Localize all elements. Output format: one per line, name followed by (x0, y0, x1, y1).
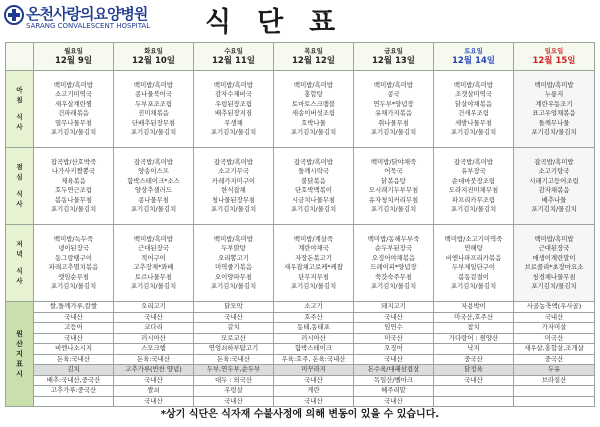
menu-cell (434, 148, 514, 225)
menu-item: 잡곡밥/흑미밥 (453, 157, 494, 166)
day-date: 12월 15일 (532, 55, 576, 66)
day-date: 12월 9일 (54, 55, 93, 66)
menu-item: 토르나물무침 (134, 272, 173, 281)
origin-cell: 닭정육 (434, 365, 514, 376)
origin-cell: 돈수육/대패삼겹살 (354, 365, 434, 376)
hospital-name: 온천사랑의요양병원 (26, 5, 148, 23)
menu-item: 포기김치/물김치 (531, 205, 577, 213)
menu-item: 포기김치/물김치 (210, 205, 257, 213)
origin-row (6, 375, 595, 386)
day-header (274, 43, 354, 71)
origin-row (6, 323, 595, 334)
origin-cell: 함박스테이크 (274, 344, 354, 355)
origin-cell: 두유 (514, 365, 595, 376)
menu-item: 단호박맥볶이 (294, 186, 333, 194)
menu-item: 백미밥/녹두죽 (53, 234, 94, 243)
menu-item: 근대된장국 (138, 244, 169, 252)
menu-item: 도라지진미채무침 (448, 186, 499, 194)
menu-item: 홍합탕 (304, 90, 323, 98)
menu-item: 양송이스프 (138, 167, 169, 175)
origin-cell: 자용박이 (434, 302, 514, 313)
day-header (194, 43, 274, 71)
day-header (354, 43, 434, 71)
origin-cell: 돈육:국내산 (114, 354, 194, 365)
meal-label: 저 녁 (16, 240, 23, 258)
menu-item: 한식잡채 (221, 186, 246, 194)
origin-cell: 동태,동태포 (274, 323, 354, 334)
menu-item: 카레가지미구이 (211, 176, 256, 185)
menu-item: 배추된장지짐 (214, 109, 253, 117)
menu-item: 쑥갓숙주무침 (374, 272, 413, 281)
menu-item: 봄동나물무침 (54, 195, 93, 204)
menu-item: 두부맑탕 (221, 244, 246, 252)
menu-item: 포기김치/물김치 (531, 282, 577, 290)
page-title: 식단표 (205, 7, 362, 38)
menu-item: 연두부*양념장 (373, 99, 414, 108)
origin-cell: 혜주리맡 (354, 386, 434, 397)
origin-cell: 새우살,홍합살,조개살 (514, 344, 595, 355)
menu-item: 고추장제*꽈배 (133, 263, 174, 271)
day-name: 월요일 (64, 47, 83, 55)
menu-item: 포기김치/물김치 (130, 128, 177, 136)
day-header (434, 43, 514, 71)
menu-item: 백미밥/흑미밥 (293, 80, 334, 89)
menu-item: 백미밥/흑미밥 (213, 234, 254, 243)
origin-cell: 연엉쇠하부탐고기 (194, 344, 274, 355)
day-header (514, 43, 595, 71)
menu-item: 건새우조림 (458, 109, 489, 117)
menu-item: 잡곡밥/흑미밥 (293, 157, 334, 166)
origin-cell: 국내산 (434, 375, 514, 386)
menu-item: 순두부된장국 (374, 244, 413, 252)
menu-item: 소고기미역국 (54, 90, 93, 98)
origin-cell: 호주산 (274, 312, 354, 323)
menu-item: 냉이된장국 (58, 244, 89, 252)
origin-cell: 미국산,호주산 (434, 312, 514, 323)
origin-cell: 돼지고기 (354, 302, 434, 313)
dinner-row (6, 225, 595, 302)
origin-cell: 중국산 (434, 354, 514, 365)
menu-item: 건파래볶음 (58, 109, 89, 117)
menu-item: 새우살계란찜 (54, 99, 93, 108)
menu-item: 미역줄기볶음 (214, 263, 253, 271)
menu-item: 열무나물무침 (54, 118, 93, 127)
day-name: 수요일 (224, 47, 243, 55)
menu-item: 나가사키짬뽕국 (51, 167, 96, 175)
origin-cell: 낙지 (434, 344, 514, 355)
menu-cell (274, 148, 354, 225)
menu-cell (194, 71, 274, 148)
origin-cell: 국내산 (34, 312, 114, 323)
origin-cell: 쌀쇠 (114, 386, 194, 397)
origin-cell (434, 386, 514, 397)
menu-cell (274, 225, 354, 302)
origin-cell: 미국산 (514, 333, 595, 344)
origin-cell: 미국산 (354, 333, 434, 344)
menu-item: 유채가지볶음 (374, 109, 413, 117)
menu-item: 백미밥/흑미밥 (534, 80, 574, 89)
menu-item: 계란우동조기 (535, 99, 573, 108)
menu-item: 오징어야채볶음 (371, 253, 416, 262)
origin-cell: 갈치 (194, 323, 274, 334)
menu-item: 백미밥/소고기미역죽 (444, 234, 503, 243)
menu-item: 오이양파무침 (214, 272, 253, 281)
origin-cell: 브라질산 (514, 375, 595, 386)
meal-sublabel: 식 사 (16, 267, 23, 285)
menu-cell (274, 71, 354, 148)
origin-cell: 모로코산 (194, 333, 274, 344)
origin-cell: 국내산 (354, 396, 434, 407)
menu-item: 포기김치/물김치 (290, 282, 337, 290)
menu-item: 콩나물무침 (138, 195, 169, 204)
origin-cell: 우렁살 (194, 386, 274, 397)
origin-row (6, 344, 595, 355)
menu-item: 포기김치/물김치 (370, 282, 417, 290)
origin-row (6, 354, 595, 365)
dinner-row-label (6, 225, 34, 302)
origin-cell: 고등어 (34, 323, 114, 334)
menu-item: 비엔나파프리카볶음 (445, 253, 502, 262)
menu-item: 불닭볶음 (301, 176, 326, 185)
menu-cell (34, 148, 114, 225)
origin-cell: 대두 : 외국산 (194, 375, 274, 386)
day-header-row (6, 43, 595, 71)
origin-cell (514, 386, 595, 397)
origin-cell: 국내산 (34, 333, 114, 344)
menu-item: 소고기무국 (218, 167, 249, 175)
menu-item: 함박스테이크*소스 (127, 176, 180, 185)
meal-label: 점 심 (16, 163, 23, 181)
menu-item: 무생채 (224, 118, 243, 127)
menu-cell (354, 71, 434, 148)
menu-item: 포기김치/물김치 (450, 128, 497, 136)
origin-cell: 비엔나소시지 (34, 344, 114, 355)
menu-item: 청나물된장무침 (211, 195, 256, 204)
origin-row (6, 365, 595, 376)
menu-cell (194, 148, 274, 225)
menu-item: 어묵국 (384, 167, 403, 175)
menu-item: 동그랑땡구이 (54, 253, 93, 262)
origin-cell: 고추가루(반찬 양념) (114, 365, 194, 376)
origin-cell: 국내산 (194, 312, 274, 323)
menu-item: 두부제일단구이 (451, 263, 496, 271)
menu-item: 표고우엉채볶음 (532, 109, 576, 117)
menu-item: 파프리카무조림 (451, 195, 496, 204)
menu-item: 콩국 (387, 90, 400, 98)
origin-cell: 러시아산 (114, 333, 194, 344)
origin-cell: 러시아산 (274, 333, 354, 344)
menu-item: 새송이버섯조림 (291, 109, 336, 117)
menu-item: 세발나물무침 (454, 118, 493, 127)
day-date: 12월 14일 (451, 55, 496, 66)
menu-cell (114, 71, 194, 148)
menu-item: 호두연근조림 (54, 186, 93, 194)
day-header (34, 43, 114, 71)
menu-item: 계란야채국 (298, 244, 329, 252)
day-date: 12월 12일 (291, 55, 336, 66)
origin-cell: 스모크햄 (114, 344, 194, 355)
day-name: 목요일 (304, 47, 323, 55)
origin-row (6, 302, 595, 313)
lunch-row-label (6, 148, 34, 225)
menu-item: 포기김치/물김치 (450, 282, 497, 290)
day-name: 화요일 (144, 47, 163, 55)
menu-item: 백미밥/흑미밥 (133, 234, 174, 243)
origin-row (6, 333, 595, 344)
menu-item: 조갯살미역국 (454, 90, 493, 98)
menu-item: 돌깨무나물 (538, 118, 570, 127)
menu-cell (514, 148, 595, 225)
origin-cell: 참치 (434, 323, 514, 334)
menu-item: 취나물무침 (378, 118, 409, 127)
origin-cell: 두부,연두부,순두부 (194, 365, 274, 376)
menu-item: 앳임순무침 (58, 272, 89, 281)
menu-item: 백미밥/흑미밥 (534, 234, 574, 243)
menu-item: 감자수제비국 (214, 90, 253, 98)
origin-cell: 국내산 (514, 312, 595, 323)
menu-item: 백미밥/동해두부죽 (367, 234, 420, 243)
menu-item: 파래고추멸치볶음 (48, 263, 99, 271)
menu-item: 잡곡밥/산호박죽 (50, 157, 97, 166)
menu-item: 단배추된장무침 (131, 118, 176, 127)
day-date: 12월 11일 (211, 55, 256, 66)
menu-item: 두부포조조림 (134, 99, 173, 108)
menu-item: 백미밥/닭야채죽 (370, 157, 417, 166)
origin-cell: 가자미살 (514, 323, 595, 334)
menu-cell (114, 148, 194, 225)
menu-item: 포기김치/물김치 (210, 128, 257, 136)
origin-cell: 중국산 (514, 354, 595, 365)
origin-cell: 돈육:국내산 (34, 354, 114, 365)
menu-item: 시금치나물무침 (291, 195, 336, 204)
origin-cell: 미꾸라지 (274, 365, 354, 376)
day-header (114, 43, 194, 71)
origin-cell: 국내산 (194, 396, 274, 407)
menu-item: 포기김치/물김치 (130, 205, 177, 213)
menu-item: 닭살야채볶음 (454, 99, 493, 108)
menu-item: 백미밥/흑미밥 (133, 80, 174, 89)
menu-cell (34, 225, 114, 302)
menu-item: 자장돈볶고기 (294, 253, 333, 262)
menu-item: 잡곡밥/흑미밥 (534, 157, 574, 166)
menu-item: 포기김치/물김치 (50, 205, 97, 213)
origin-cell: 쌀,돌깨가루,칼쌀 (34, 302, 114, 313)
day-date: 12월 10일 (131, 55, 176, 66)
breakfast-row-label (6, 71, 34, 148)
menu-item: 오리뽕고기 (218, 253, 249, 262)
menu-item: 포기김치/물김치 (50, 282, 97, 290)
origin-cell: 임연수 (354, 323, 434, 334)
meal-label: 아 침 (16, 86, 23, 104)
day-name: 일요일 (544, 47, 564, 55)
menu-item: 포기김치/물김치 (50, 128, 97, 136)
breakfast-row (6, 71, 595, 148)
menu-item: 포기김치/물김치 (130, 282, 177, 290)
origin-cell: 김치 (34, 365, 114, 376)
origin-cell: 국내산 (114, 396, 194, 407)
origin-cell: 국내산 (354, 354, 434, 365)
menu-item: 근대된장국 (538, 244, 570, 252)
hospital-cross-icon (4, 5, 24, 25)
menu-item: 시래기고등어조림 (529, 176, 579, 185)
menu-item: 유자청치커리무침 (368, 195, 419, 204)
menu-item: 양상추샐러드 (134, 186, 173, 194)
menu-item: 감자채볶음 (538, 186, 570, 194)
lunch-row (6, 148, 595, 225)
hospital-english-name: SARANG CONVALESCENT HOSPITAL (26, 22, 151, 30)
menu-item: 순대마붓장조림 (451, 176, 496, 185)
menu-item: 배추나물 (541, 195, 567, 204)
day-name: 금요일 (384, 47, 403, 55)
origin-cell: 코다리 (114, 323, 194, 334)
menu-item: 백미밥/흑미밥 (53, 80, 94, 89)
menu-cell (514, 71, 595, 148)
menu-item: 닭볶음탕 (381, 176, 406, 185)
menu-item: 매생이계란말이 (532, 253, 576, 262)
origin-cell: 국내산 (354, 312, 434, 323)
origin-cell: 가다랑어 : 원양산 (434, 333, 514, 344)
menu-item: 포기김치/물김치 (210, 282, 257, 290)
origin-cell: 사골농축액(우사골) (514, 302, 595, 313)
origin-cell: 국내산 (274, 375, 354, 386)
menu-item: 소고기탕국 (538, 167, 570, 175)
menu-cell (34, 71, 114, 148)
origin-cell: 우육:호주, 돈육:국내산 (274, 354, 354, 365)
menu-cell (434, 71, 514, 148)
menu-item: 연해탕 (464, 244, 483, 252)
menu-item: 새우잡채고로케*케찹 (284, 263, 343, 271)
origin-cell: 오징어 (354, 344, 434, 355)
menu-item: 백미밥/흑미밥 (373, 80, 414, 89)
menu-item: 콩나물북어국 (134, 90, 173, 98)
menu-cell (114, 225, 194, 302)
menu-item: 포기김치/물김치 (290, 205, 337, 213)
corner-cell (6, 43, 34, 71)
footer-notice: *상기 식단은 식자재 수불사정에 의해 변동이 있을 수 있습니다. (160, 409, 440, 420)
origin-cell: 국내산 (274, 396, 354, 407)
menu-cell (514, 225, 595, 302)
origin-cell: 독일산/벨마크 (354, 375, 434, 386)
origin-row (6, 312, 595, 323)
origin-cell: 게란 (274, 386, 354, 397)
meal-sublabel: 식 사 (16, 190, 23, 208)
origin-cell: 국내산 (114, 375, 194, 386)
page-header (0, 0, 600, 42)
menu-cell (354, 225, 434, 302)
meal-sublabel: 식 사 (16, 113, 23, 131)
menu-item: 우렁된장조림 (214, 99, 253, 108)
menu-item: 잡곡밥/흑미밥 (133, 157, 174, 166)
menu-item: 모시래기두부무침 (368, 186, 419, 194)
menu-item: 진미채볶음 (138, 109, 169, 117)
menu-item: 백미밥/흑미밥 (453, 80, 494, 89)
menu-item: 봄동겉절이 (458, 272, 489, 281)
menu-item: 드레이피*양념장 (370, 263, 417, 271)
menu-item: 포기김치/물김치 (370, 205, 417, 213)
origin-cell: 닭모막 (194, 302, 274, 313)
origin-label: 원 산 지 표 시 (6, 302, 34, 407)
origin-cell: 배추:국내산,중국산 (34, 375, 114, 386)
menu-cell (194, 225, 274, 302)
menu-item: 백미밥/흑미밥 (213, 80, 254, 89)
weekly-menu-table (5, 42, 595, 407)
menu-item: 호박나물 (301, 118, 326, 127)
menu-item: 포기김치/물김치 (450, 205, 497, 213)
menu-item: 잡곡밥/흑미밥 (213, 157, 254, 166)
origin-cell: 오리고기 (114, 302, 194, 313)
origin-row (6, 386, 595, 397)
menu-item: 포기김치/물김치 (531, 128, 577, 136)
menu-item: 청경채나물무침 (532, 272, 576, 281)
menu-item: 누룽지 (544, 90, 564, 98)
menu-item: 토마토스크램블 (291, 99, 336, 108)
menu-item: 포기김치/물김치 (290, 128, 337, 136)
day-date: 12월 13일 (371, 55, 416, 66)
menu-item: 백미밥/계살죽 (293, 234, 334, 243)
menu-item: 유부장국 (461, 167, 486, 175)
day-name: 토요일 (464, 47, 483, 55)
menu-cell (354, 148, 434, 225)
menu-item: 단무지무침 (298, 272, 329, 281)
menu-item: 돌깨시락국 (298, 167, 329, 175)
origin-cell: 국내산 (114, 312, 194, 323)
origin-cell: 소고기 (274, 302, 354, 313)
origin-cell: 돈육:국내산 (194, 354, 274, 365)
origin-cell: 고추가루:중국산 (34, 386, 114, 397)
menu-item: 적어구이 (141, 253, 166, 262)
menu-item: 브로콜리*초장마요소 (524, 263, 584, 271)
menu-item: 제육볶음 (61, 176, 86, 185)
menu-cell (434, 225, 514, 302)
menu-item: 포기김치/물김치 (370, 128, 417, 136)
